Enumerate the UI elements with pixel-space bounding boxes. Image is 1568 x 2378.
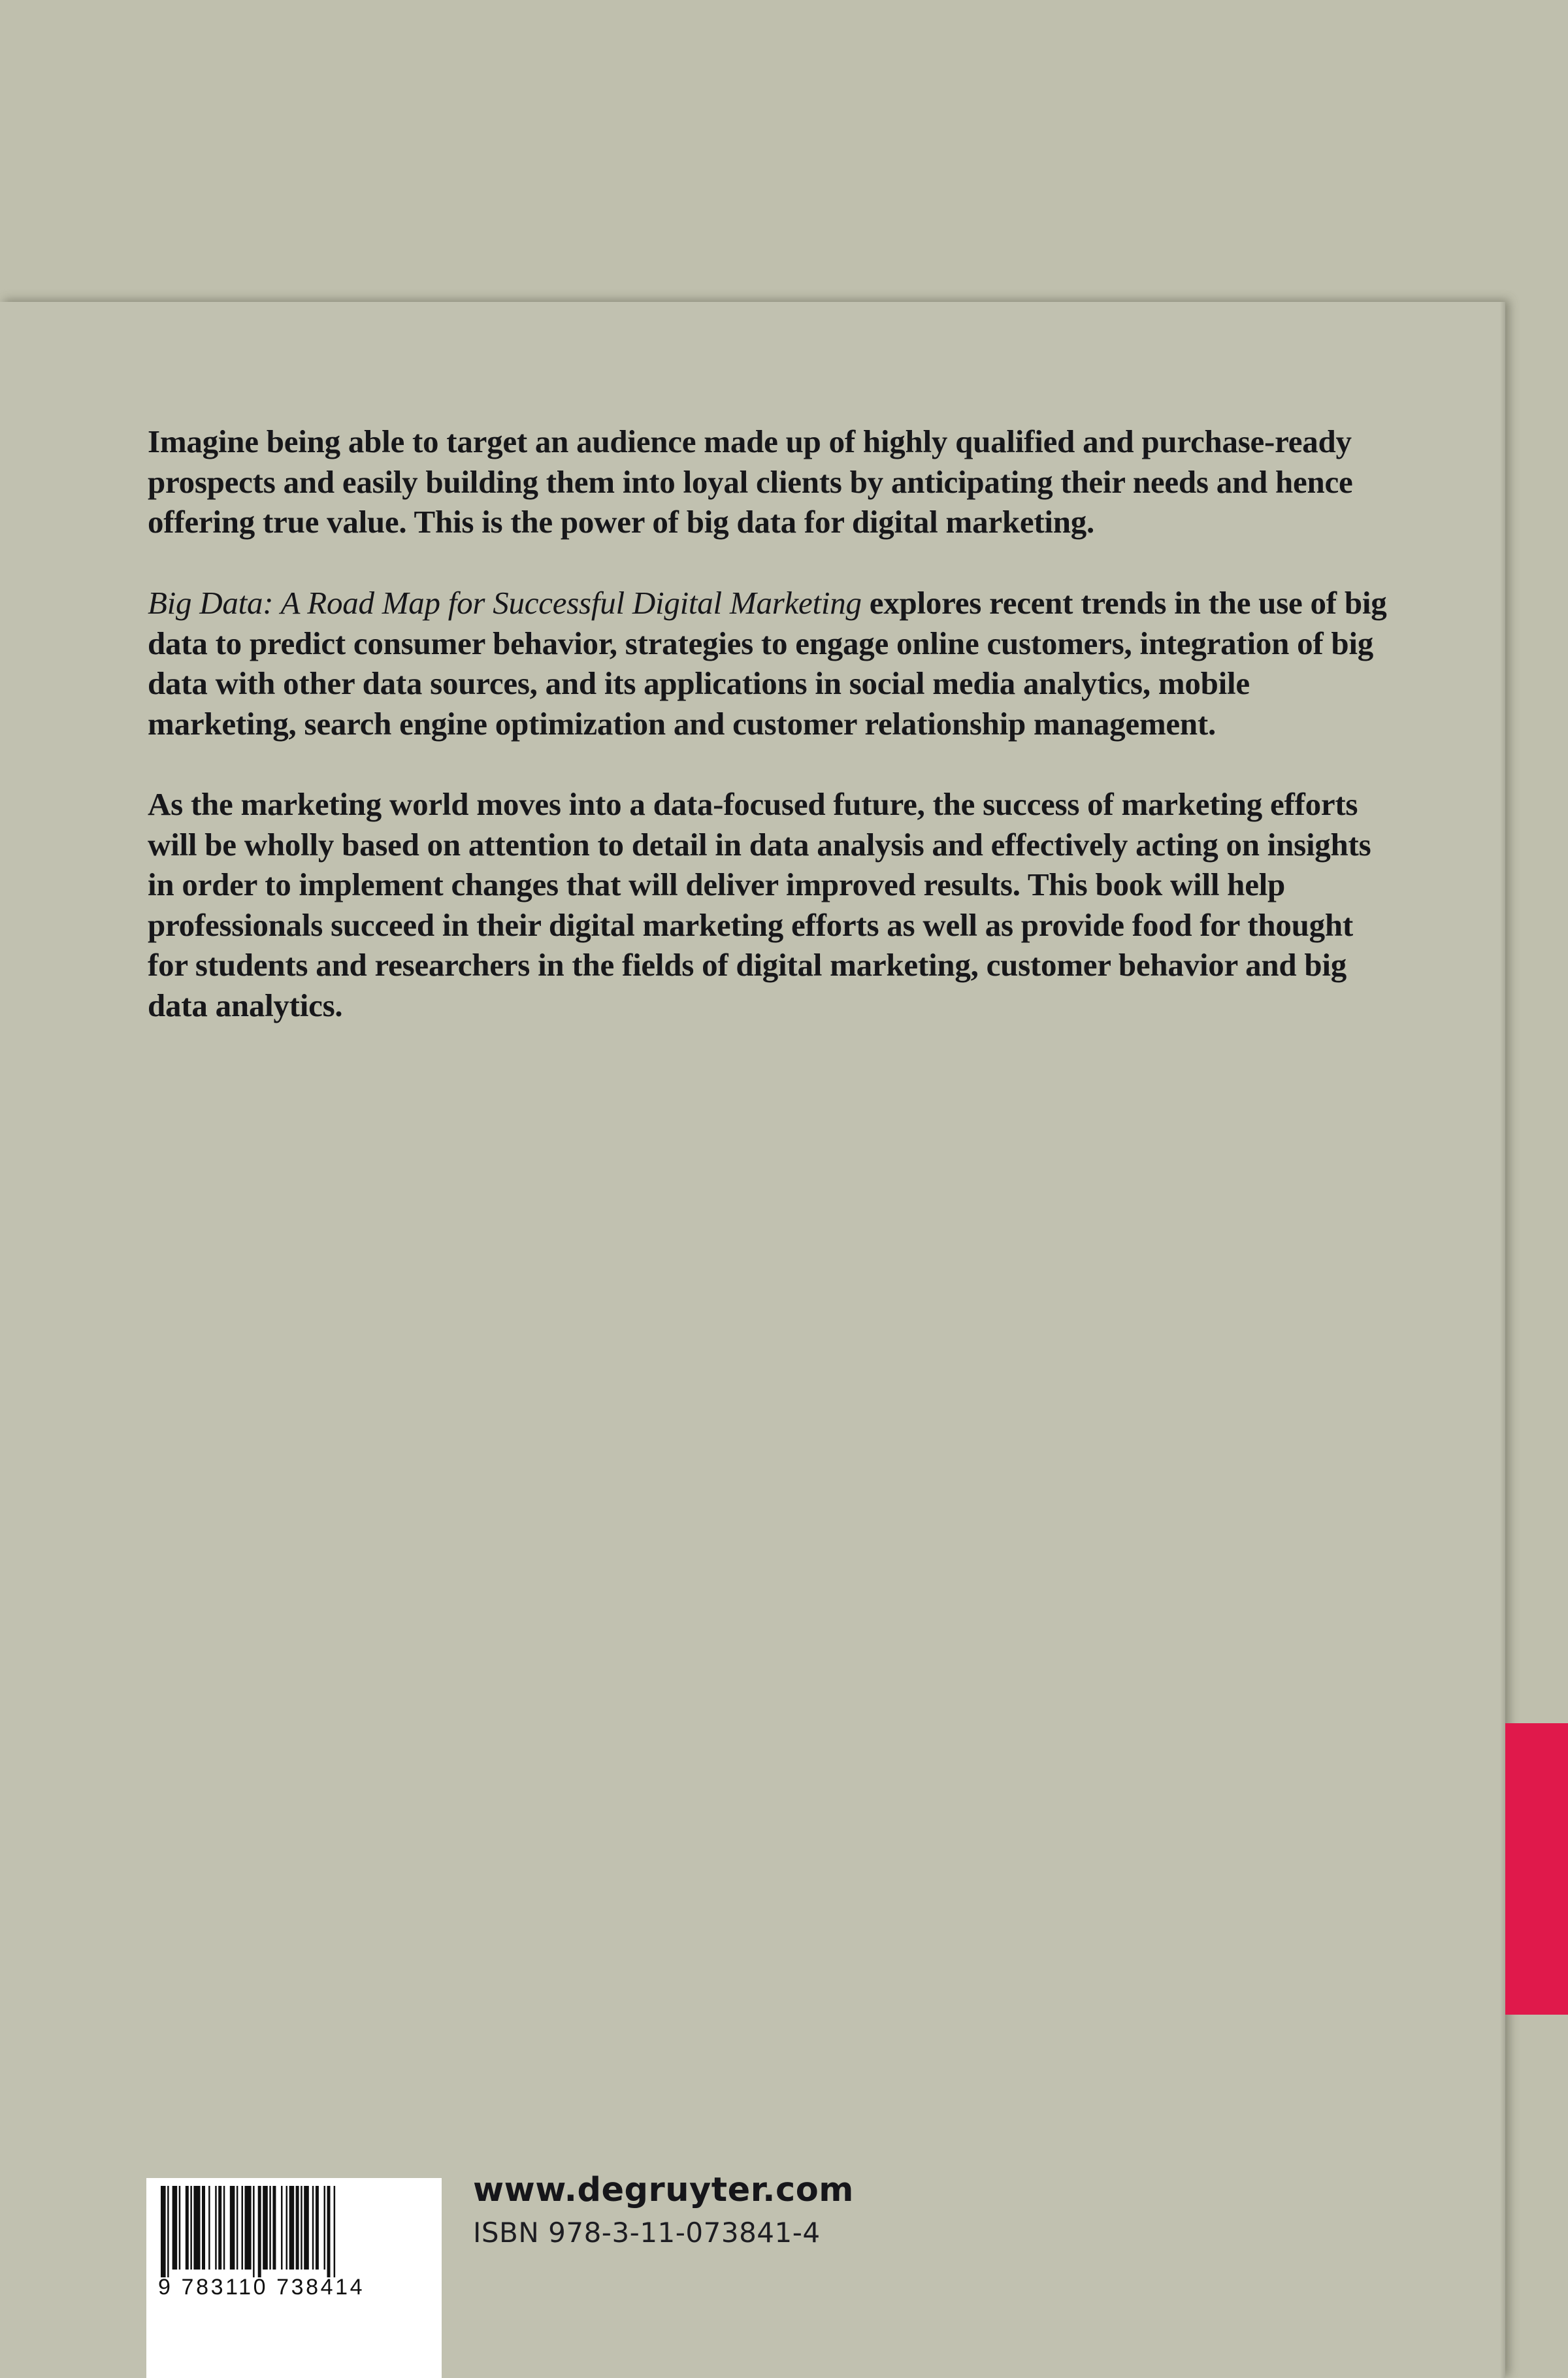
barcode-bar <box>258 2186 261 2277</box>
barcode-bar <box>272 2186 276 2270</box>
barcode-bar <box>269 2186 271 2270</box>
barcode <box>146 2178 442 2378</box>
barcode-bars <box>161 2186 429 2277</box>
blurb-paragraph-2 <box>148 583 1389 744</box>
barcode-bar <box>223 2186 225 2270</box>
barcode-bar <box>186 2186 189 2270</box>
barcode-bar <box>190 2186 192 2270</box>
barcode-bar <box>312 2186 314 2270</box>
barcode-bar <box>286 2186 288 2270</box>
blurb-paragraph-2-text: explores recent trends in the use of big data to predict consumer behavior, strategies to engage online customers, integration of big data with other data sources, and its applications in social media analytics, mobile marketing, search engine optimization and customer relationship management. <box>148 585 1387 742</box>
barcode-bar <box>172 2186 178 2270</box>
barcode-bar <box>167 2186 169 2277</box>
blurb-paragraph-3: As the marketing world moves into a data-focused future, the success of marketing efforts will be wholly based on attention to detail in data analysis and effectively acting on insights in order to implement changes that will deliver improved results. This book will help professionals succeed in their digital marketing efforts as well as provide food for thought for students and researchers in the fields of digital marketing, customer behavior and big data analytics. <box>148 786 1371 1023</box>
barcode-bar <box>327 2186 331 2277</box>
barcode-bar <box>289 2186 295 2270</box>
barcode-bar <box>215 2186 217 2270</box>
publisher-url[interactable]: www.degruyter.com <box>473 2171 854 2209</box>
barcode-bar <box>301 2186 302 2270</box>
barcode-bar <box>179 2186 181 2270</box>
blurb-paragraph-1: Imagine being able to target an audience made up of highly qualified and purchase-ready prospects and easily building them into loyal clients by anticipating their needs and hence offering true value. This is the power of big data for digital marketing. <box>148 423 1353 540</box>
barcode-bar <box>202 2186 205 2270</box>
barcode-bar <box>263 2186 268 2270</box>
barcode-bar <box>208 2186 210 2270</box>
barcode-bar <box>218 2186 221 2270</box>
barcode-bar <box>304 2186 309 2270</box>
book-title-inline: Big Data: A Road Map for Successful Digital Marketing <box>148 585 862 621</box>
barcode-bar <box>296 2186 299 2270</box>
accent-color-bar <box>1505 1723 1568 2015</box>
barcode-bar <box>281 2186 283 2270</box>
panel-edge-shadow <box>1500 302 1505 2378</box>
barcode-bar <box>237 2186 238 2270</box>
barcode-bar <box>193 2186 200 2270</box>
barcode-bar <box>316 2186 319 2270</box>
barcode-bar <box>324 2186 326 2270</box>
barcode-bar <box>253 2186 255 2277</box>
barcode-bar <box>161 2186 166 2277</box>
barcode-bar <box>230 2186 235 2270</box>
barcode-digits: 9 783110 738414 <box>158 2275 365 2300</box>
barcode-bar <box>242 2186 244 2270</box>
barcode-bar <box>334 2186 335 2277</box>
barcode-bar <box>245 2186 252 2270</box>
isbn-number: ISBN 978-3-11-073841-4 <box>473 2217 821 2249</box>
